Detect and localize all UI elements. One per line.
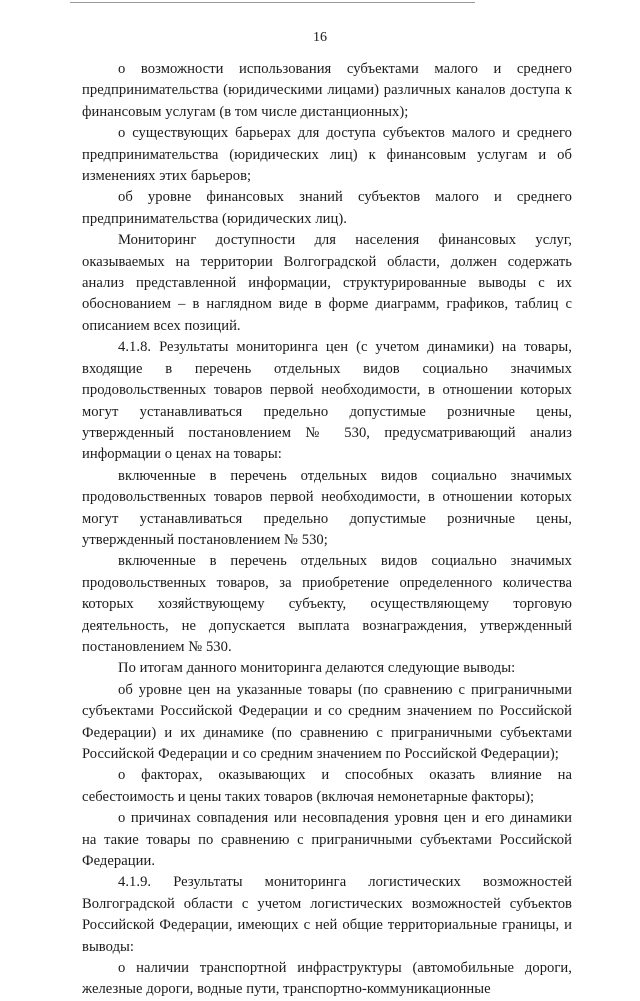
- paragraph-11: о причинах совпадения или несовпадения уровня цен и его динамики на такие товары по сравнению с приграничными субъектами Российской Федерации.: [82, 810, 572, 870]
- paragraph-9: об уровне цен на указанные товары (по сравнению с приграничными субъектами Российской Федерации и со средним значением по Российской Федерации) и их динамике (по сравнению с приграничными субъектами Российской Федерации и со средним значением по Российской Федерации);: [82, 681, 572, 762]
- paragraph-1: о возможности использования субъектами малого и среднего предпринимательства (юридическими лицами) различных каналов доступа к финансовым услугам (в том числе дистанционных);: [82, 61, 572, 120]
- paragraph-4: Мониторинг доступности для населения финансовых услуг, оказываемых на территории Волгоградской области, должен содержать анализ представленной информации, структурированные выводы с их обоснованием – в наглядном виде в форме диаграмм, графиков, таблиц с описанием всех позиций.: [82, 232, 572, 334]
- top-rule: [70, 2, 475, 3]
- paragraph-5: 4.1.8. Результаты мониторинга цен (с учетом динамики) на товары, входящие в перечень отдельных видов социально значимых продовольственных товаров первой необходимости, в отношении которых могут устанавливаться предельно допустимые розничные цены, утвержденный постановлением № 530, предусматривающий анализ информации о ценах на товары:: [82, 339, 572, 463]
- paragraph-10: о факторах, оказывающих и способных оказать влияние на себестоимость и цены таких товаров (включая немонетарные факторы);: [82, 767, 572, 805]
- paragraph-6: включенные в перечень отдельных видов социально значимых продовольственных товаров первой необходимости, в отношении которых могут устанавливаться предельно допустимые розничные цены, утвержденный постановлением № 530;: [82, 467, 572, 548]
- paragraph-7: включенные в перечень отдельных видов социально значимых продовольственных товаров, за приобретение определенного количества которых хозяйствующему субъекту, осуществляющему торговую деятельность, не допускается выплата вознаграждения, утвержденный постановлением № 530.: [82, 553, 572, 655]
- paragraph-2: о существующих барьерах для доступа субъектов малого и среднего предпринимательства (юридических лиц) к финансовым услугам и об изменениях этих барьеров;: [82, 125, 572, 185]
- document-body: [82, 59, 572, 1001]
- paragraph-12: 4.1.9. Результаты мониторинга логистических возможностей Волгоградской области с учетом логистических возможностей субъектов Российской Федерации, имеющих с ней общие территориальные границы, и выводы:: [82, 874, 572, 955]
- paragraph-3: об уровне финансовых знаний субъектов малого и среднего предпринимательства (юридических лиц).: [82, 189, 572, 227]
- paragraph-8: По итогам данного мониторинга делаются следующие выводы:: [118, 660, 516, 677]
- paragraph-13: о наличии транспортной инфраструктуры (автомобильные дороги, железные дороги, водные пути, транспортно-коммуникационные: [82, 960, 572, 998]
- page-number: 16: [313, 30, 327, 45]
